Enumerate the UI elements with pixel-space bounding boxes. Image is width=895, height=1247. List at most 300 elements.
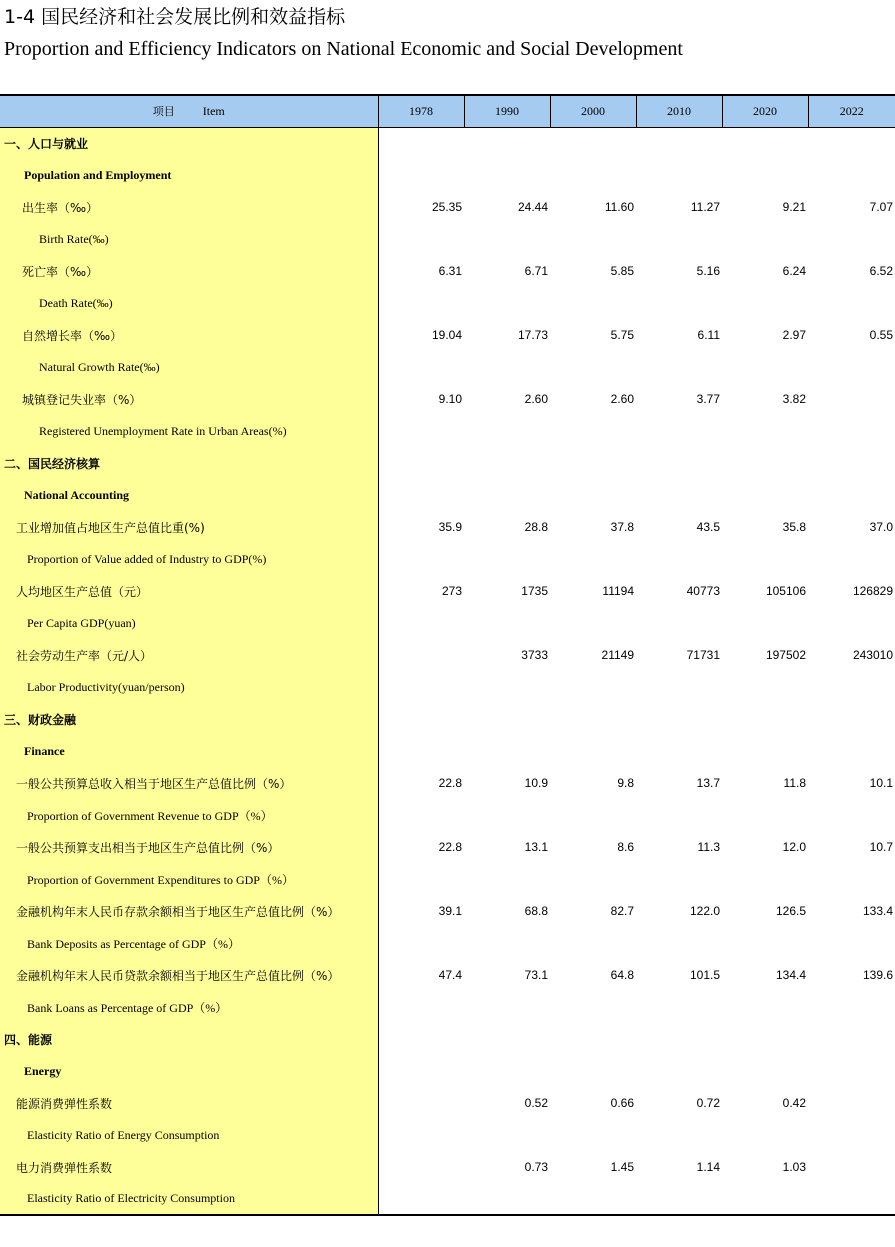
indicator-label-cn: 死亡率（‰） xyxy=(22,264,99,279)
column-header-item-cn: 项目 xyxy=(152,105,175,119)
empty-cell xyxy=(808,415,895,447)
indicator-label-en: Elasticity Ratio of Energy Consumption xyxy=(27,1127,220,1142)
value-cell: 35.8 xyxy=(782,520,806,534)
value-cell: 1.03 xyxy=(782,1160,806,1174)
empty-cell xyxy=(378,1023,464,1055)
column-header-year: 2020 xyxy=(722,95,808,127)
value-cell: 17.73 xyxy=(517,328,548,342)
column-header-item xyxy=(0,95,378,127)
value-cell: 6.11 xyxy=(697,328,720,342)
indicator-label-en-row xyxy=(0,991,895,1023)
empty-cell xyxy=(722,1023,808,1055)
value-cell: 37.8 xyxy=(610,520,634,534)
indicator-label-en-cell xyxy=(0,287,378,319)
table-row xyxy=(0,191,895,223)
value-cell: 133.4 xyxy=(862,904,893,918)
value-cell: 19.04 xyxy=(431,328,462,342)
value-cell xyxy=(378,639,464,671)
table-row xyxy=(0,767,895,799)
value-cell: 0.72 xyxy=(696,1096,720,1110)
empty-cell xyxy=(808,159,895,191)
value-cell: 28.8 xyxy=(524,520,548,534)
value-cell: 11.60 xyxy=(604,200,634,214)
empty-cell xyxy=(722,735,808,767)
empty-cell xyxy=(550,159,636,191)
empty-cell xyxy=(464,991,550,1023)
value-cell: 5.75 xyxy=(610,328,634,342)
empty-cell xyxy=(808,1055,895,1087)
value-cell: 40773 xyxy=(686,584,720,598)
value-cell xyxy=(808,1087,895,1119)
indicator-label-cn: 一般公共预算支出相当于地区生产总值比例（%） xyxy=(16,840,280,855)
value-cell: 5.85 xyxy=(610,264,634,278)
empty-cell xyxy=(550,927,636,959)
indicator-label-en-cell xyxy=(0,607,378,639)
empty-cell xyxy=(808,1119,895,1151)
indicator-label-cn-cell xyxy=(0,639,378,671)
empty-cell xyxy=(378,287,464,319)
empty-cell xyxy=(808,351,895,383)
indicator-label-cn: 社会劳动生产率（元/人） xyxy=(16,648,153,663)
empty-cell xyxy=(636,479,722,511)
indicator-label-cn: 城镇登记失业率（%） xyxy=(22,392,142,407)
table-row xyxy=(0,831,895,863)
empty-cell xyxy=(636,1183,722,1215)
indicator-label-en: Birth Rate(‰) xyxy=(39,231,109,246)
indicator-label-en-cell xyxy=(0,351,378,383)
empty-cell xyxy=(550,223,636,255)
empty-cell xyxy=(722,543,808,575)
section-title-en-cell xyxy=(0,735,378,767)
indicator-label-en-row xyxy=(0,1183,895,1215)
empty-cell xyxy=(464,351,550,383)
empty-cell xyxy=(636,287,722,319)
value-cell: 64.8 xyxy=(610,968,634,982)
empty-cell xyxy=(378,1119,464,1151)
empty-cell xyxy=(378,159,464,191)
empty-cell xyxy=(636,415,722,447)
empty-cell xyxy=(378,351,464,383)
column-header-item-en: Item xyxy=(202,104,225,119)
value-cell: 43.5 xyxy=(696,520,720,534)
value-cell: 11194 xyxy=(602,584,634,598)
empty-cell xyxy=(464,1183,550,1215)
indicator-label-cn: 金融机构年末人民币存款余额相当于地区生产总值比例（%） xyxy=(16,904,340,919)
empty-cell xyxy=(808,543,895,575)
indicator-label-cn: 一般公共预算总收入相当于地区生产总值比例（%） xyxy=(16,776,292,791)
indicator-label-cn-cell xyxy=(0,767,378,799)
empty-cell xyxy=(808,479,895,511)
empty-cell xyxy=(378,671,464,703)
value-cell: 37.0 xyxy=(869,520,893,534)
empty-cell xyxy=(378,1055,464,1087)
value-cell: 6.31 xyxy=(438,264,462,278)
column-header-year: 1978 xyxy=(378,95,464,127)
value-cell: 122.0 xyxy=(689,904,720,918)
indicator-label-cn-cell xyxy=(0,1151,378,1183)
section-title-cn-cell xyxy=(0,447,378,479)
empty-cell xyxy=(636,735,722,767)
indicator-label-en: Proportion of Government Revenue to GDP（%） xyxy=(27,808,273,823)
indicator-label-en: Natural Growth Rate(‰) xyxy=(39,359,160,374)
section-title-en: Population and Employment xyxy=(24,167,172,182)
empty-cell xyxy=(464,415,550,447)
empty-cell xyxy=(378,127,464,159)
value-cell: 10.7 xyxy=(869,840,893,854)
value-cell: 10.1 xyxy=(869,776,893,790)
indicator-label-en-cell xyxy=(0,991,378,1023)
indicator-label-cn-cell xyxy=(0,191,378,223)
empty-cell xyxy=(550,735,636,767)
empty-cell xyxy=(636,223,722,255)
value-cell: 0.55 xyxy=(869,328,893,342)
section-title-en-row xyxy=(0,159,895,191)
empty-cell xyxy=(464,159,550,191)
empty-cell xyxy=(636,703,722,735)
indicator-label-en: Labor Productivity(yuan/person) xyxy=(27,679,185,694)
table-row xyxy=(0,1087,895,1119)
empty-cell xyxy=(722,351,808,383)
empty-cell xyxy=(722,991,808,1023)
indicator-label-en: Bank Deposits as Percentage of GDP（%） xyxy=(27,936,240,951)
empty-cell xyxy=(808,991,895,1023)
empty-cell xyxy=(464,735,550,767)
indicator-label-en-cell xyxy=(0,415,378,447)
indicator-label-cn-cell xyxy=(0,575,378,607)
value-cell: 105106 xyxy=(765,584,806,598)
empty-cell xyxy=(464,1055,550,1087)
empty-cell xyxy=(636,607,722,639)
indicator-label-cn-cell xyxy=(0,383,378,415)
empty-cell xyxy=(808,127,895,159)
indicators-table xyxy=(0,94,895,1216)
empty-cell xyxy=(464,607,550,639)
section-title-cn: 一、人口与就业 xyxy=(4,136,89,151)
value-cell: 21149 xyxy=(601,648,634,662)
value-cell: 0.42 xyxy=(782,1096,806,1110)
value-cell: 2.60 xyxy=(610,392,634,406)
column-header-year: 2000 xyxy=(550,95,636,127)
empty-cell xyxy=(808,447,895,479)
indicator-label-en-row xyxy=(0,799,895,831)
table-row xyxy=(0,511,895,543)
value-cell: 101.5 xyxy=(689,968,720,982)
indicator-label-cn: 电力消费弹性系数 xyxy=(16,1160,113,1175)
empty-cell xyxy=(378,991,464,1023)
empty-cell xyxy=(636,863,722,895)
value-cell: 10.9 xyxy=(524,776,548,790)
empty-cell xyxy=(378,735,464,767)
table-row xyxy=(0,575,895,607)
indicator-label-cn: 自然增长率（‰） xyxy=(22,328,123,343)
value-cell: 9.8 xyxy=(617,776,634,790)
value-cell: 11.8 xyxy=(783,776,806,790)
value-cell xyxy=(378,1151,464,1183)
empty-cell xyxy=(636,1119,722,1151)
header-row xyxy=(0,95,895,127)
empty-cell xyxy=(378,223,464,255)
empty-cell xyxy=(464,127,550,159)
empty-cell xyxy=(636,127,722,159)
indicator-label-cn: 金融机构年末人民币贷款余额相当于地区生产总值比例（%） xyxy=(16,968,340,983)
value-cell: 73.1 xyxy=(524,968,548,982)
empty-cell xyxy=(550,415,636,447)
indicator-label-en: Bank Loans as Percentage of GDP（%） xyxy=(27,1000,228,1015)
empty-cell xyxy=(378,863,464,895)
empty-cell xyxy=(636,447,722,479)
empty-cell xyxy=(808,863,895,895)
empty-cell xyxy=(636,927,722,959)
value-cell: 13.7 xyxy=(696,776,720,790)
empty-cell xyxy=(550,671,636,703)
indicator-label-en: Elasticity Ratio of Electricity Consumption xyxy=(27,1191,235,1205)
value-cell: 273 xyxy=(441,584,462,598)
column-header-year: 1990 xyxy=(464,95,550,127)
empty-cell xyxy=(808,735,895,767)
indicator-label-cn-cell xyxy=(0,255,378,287)
indicator-label-cn: 人均地区生产总值（元） xyxy=(16,584,149,599)
empty-cell xyxy=(722,223,808,255)
indicator-label-en-cell xyxy=(0,543,378,575)
indicator-label-en-row xyxy=(0,415,895,447)
table-row xyxy=(0,383,895,415)
value-cell: 22.8 xyxy=(438,840,462,854)
empty-cell xyxy=(378,927,464,959)
empty-cell xyxy=(550,863,636,895)
section-title-en-row xyxy=(0,735,895,767)
empty-cell xyxy=(722,703,808,735)
indicator-label-cn-cell xyxy=(0,831,378,863)
value-cell: 2.97 xyxy=(782,328,806,342)
empty-cell xyxy=(464,223,550,255)
value-cell: 22.8 xyxy=(438,776,462,790)
value-cell: 197502 xyxy=(765,648,806,662)
table-title-en: Proportion and Efficiency Indicators on National Economic and Social Development xyxy=(4,38,683,60)
value-cell xyxy=(808,383,895,415)
empty-cell xyxy=(550,479,636,511)
empty-cell xyxy=(464,1023,550,1055)
section-title-cn-cell xyxy=(0,1023,378,1055)
indicator-label-en: Proportion of Government Expenditures to GDP（%） xyxy=(27,872,294,887)
empty-cell xyxy=(808,223,895,255)
indicator-label-cn-cell xyxy=(0,1087,378,1119)
empty-cell xyxy=(722,1119,808,1151)
empty-cell xyxy=(378,1183,464,1215)
value-cell: 9.10 xyxy=(438,392,462,406)
table-row xyxy=(0,255,895,287)
indicator-label-en-row xyxy=(0,1119,895,1151)
empty-cell xyxy=(550,543,636,575)
indicator-label-cn: 工业增加值占地区生产总值比重(%) xyxy=(16,520,205,535)
empty-cell xyxy=(378,479,464,511)
empty-cell xyxy=(636,543,722,575)
value-cell: 1735 xyxy=(521,584,548,598)
empty-cell xyxy=(550,447,636,479)
indicator-label-en-row xyxy=(0,863,895,895)
indicator-label-en-cell xyxy=(0,927,378,959)
section-title-cn-row xyxy=(0,703,895,735)
empty-cell xyxy=(808,799,895,831)
empty-cell xyxy=(378,799,464,831)
empty-cell xyxy=(722,927,808,959)
empty-cell xyxy=(808,671,895,703)
indicator-label-cn-cell xyxy=(0,895,378,927)
empty-cell xyxy=(722,1183,808,1215)
empty-cell xyxy=(550,1023,636,1055)
empty-cell xyxy=(636,799,722,831)
section-title-cn-row xyxy=(0,1023,895,1055)
indicator-label-cn-cell xyxy=(0,319,378,351)
indicator-label-en-row xyxy=(0,543,895,575)
value-cell: 2.60 xyxy=(524,392,548,406)
empty-cell xyxy=(722,127,808,159)
indicator-label-en: Death Rate(‰) xyxy=(39,295,113,310)
value-cell: 6.71 xyxy=(524,264,548,278)
empty-cell xyxy=(808,1183,895,1215)
indicator-label-en-row xyxy=(0,223,895,255)
empty-cell xyxy=(722,799,808,831)
indicator-label-en-cell xyxy=(0,1183,378,1215)
empty-cell xyxy=(722,479,808,511)
value-cell: 13.1 xyxy=(524,840,548,854)
value-cell: 82.7 xyxy=(610,904,634,918)
empty-cell xyxy=(550,1055,636,1087)
empty-cell xyxy=(722,415,808,447)
section-title-cn: 四、能源 xyxy=(4,1032,53,1047)
empty-cell xyxy=(636,1023,722,1055)
empty-cell xyxy=(464,927,550,959)
value-cell: 139.6 xyxy=(862,968,893,982)
indicator-label-cn: 能源消费弹性系数 xyxy=(16,1096,113,1111)
section-title-en: Energy xyxy=(24,1063,62,1078)
empty-cell xyxy=(636,1055,722,1087)
empty-cell xyxy=(550,1119,636,1151)
empty-cell xyxy=(550,991,636,1023)
empty-cell xyxy=(722,159,808,191)
value-cell: 243010 xyxy=(852,648,893,662)
value-cell: 12.0 xyxy=(782,840,806,854)
value-cell xyxy=(378,1087,464,1119)
value-cell: 68.8 xyxy=(524,904,548,918)
empty-cell xyxy=(550,703,636,735)
section-title-cn-cell xyxy=(0,703,378,735)
value-cell: 3733 xyxy=(521,648,548,662)
empty-cell xyxy=(464,479,550,511)
value-cell: 1.14 xyxy=(696,1160,720,1174)
empty-cell xyxy=(808,287,895,319)
value-cell: 71731 xyxy=(686,648,720,662)
value-cell: 24.44 xyxy=(517,200,548,214)
empty-cell xyxy=(722,287,808,319)
empty-cell xyxy=(550,351,636,383)
table-body xyxy=(0,127,895,1215)
table-row xyxy=(0,319,895,351)
table-title-cn: 1-4 国民经济和社会发展比例和效益指标 xyxy=(4,6,346,28)
empty-cell xyxy=(636,159,722,191)
indicator-label-en-row xyxy=(0,287,895,319)
empty-cell xyxy=(378,543,464,575)
value-cell: 35.9 xyxy=(438,520,462,534)
empty-cell xyxy=(808,703,895,735)
empty-cell xyxy=(550,127,636,159)
indicator-label-en-row xyxy=(0,927,895,959)
value-cell: 11.27 xyxy=(690,200,720,214)
empty-cell xyxy=(636,671,722,703)
section-title-en: Finance xyxy=(24,743,65,758)
indicator-label-cn: 出生率（‰） xyxy=(22,200,99,215)
value-cell: 11.3 xyxy=(697,840,720,854)
empty-cell xyxy=(808,927,895,959)
value-cell: 5.16 xyxy=(696,264,720,278)
empty-cell xyxy=(722,863,808,895)
empty-cell xyxy=(464,863,550,895)
indicator-label-cn-cell xyxy=(0,511,378,543)
section-title-cn-row xyxy=(0,127,895,159)
indicator-label-en-cell xyxy=(0,223,378,255)
empty-cell xyxy=(378,703,464,735)
empty-cell xyxy=(722,1055,808,1087)
empty-cell xyxy=(378,607,464,639)
column-header-year: 2022 xyxy=(808,95,895,127)
empty-cell xyxy=(464,287,550,319)
empty-cell xyxy=(722,671,808,703)
value-cell: 6.52 xyxy=(869,264,893,278)
section-title-cn: 三、财政金融 xyxy=(4,712,77,727)
indicator-label-en-cell xyxy=(0,1119,378,1151)
value-cell: 126.5 xyxy=(775,904,806,918)
value-cell: 39.1 xyxy=(438,904,462,918)
value-cell: 25.35 xyxy=(431,200,462,214)
empty-cell xyxy=(808,607,895,639)
column-header-year: 2010 xyxy=(636,95,722,127)
empty-cell xyxy=(550,1183,636,1215)
value-cell: 0.52 xyxy=(524,1096,548,1110)
value-cell: 126829 xyxy=(852,584,893,598)
value-cell: 3.82 xyxy=(782,392,806,406)
empty-cell xyxy=(464,671,550,703)
empty-cell xyxy=(464,703,550,735)
section-title-en-cell xyxy=(0,159,378,191)
value-cell: 47.4 xyxy=(438,968,462,982)
indicator-label-en-row xyxy=(0,607,895,639)
empty-cell xyxy=(550,287,636,319)
empty-cell xyxy=(464,799,550,831)
section-title-en-cell xyxy=(0,479,378,511)
indicator-label-en-cell xyxy=(0,799,378,831)
empty-cell xyxy=(550,799,636,831)
empty-cell xyxy=(378,447,464,479)
section-title-cn-cell xyxy=(0,127,378,159)
indicator-label-en: Per Capita GDP(yuan) xyxy=(27,615,136,630)
value-cell: 1.45 xyxy=(610,1160,634,1174)
empty-cell xyxy=(464,1119,550,1151)
table-row xyxy=(0,1151,895,1183)
indicator-label-en: Proportion of Value added of Industry to GDP(%) xyxy=(27,551,267,566)
empty-cell xyxy=(808,1023,895,1055)
section-title-en: National Accounting xyxy=(24,487,130,502)
value-cell xyxy=(808,1151,895,1183)
table-row xyxy=(0,895,895,927)
empty-cell xyxy=(464,543,550,575)
value-cell: 8.6 xyxy=(617,840,634,854)
section-title-cn-row xyxy=(0,447,895,479)
empty-cell xyxy=(722,447,808,479)
indicator-label-en-cell xyxy=(0,671,378,703)
indicator-label-cn-cell xyxy=(0,959,378,991)
empty-cell xyxy=(550,607,636,639)
empty-cell xyxy=(378,415,464,447)
value-cell: 6.24 xyxy=(782,264,806,278)
